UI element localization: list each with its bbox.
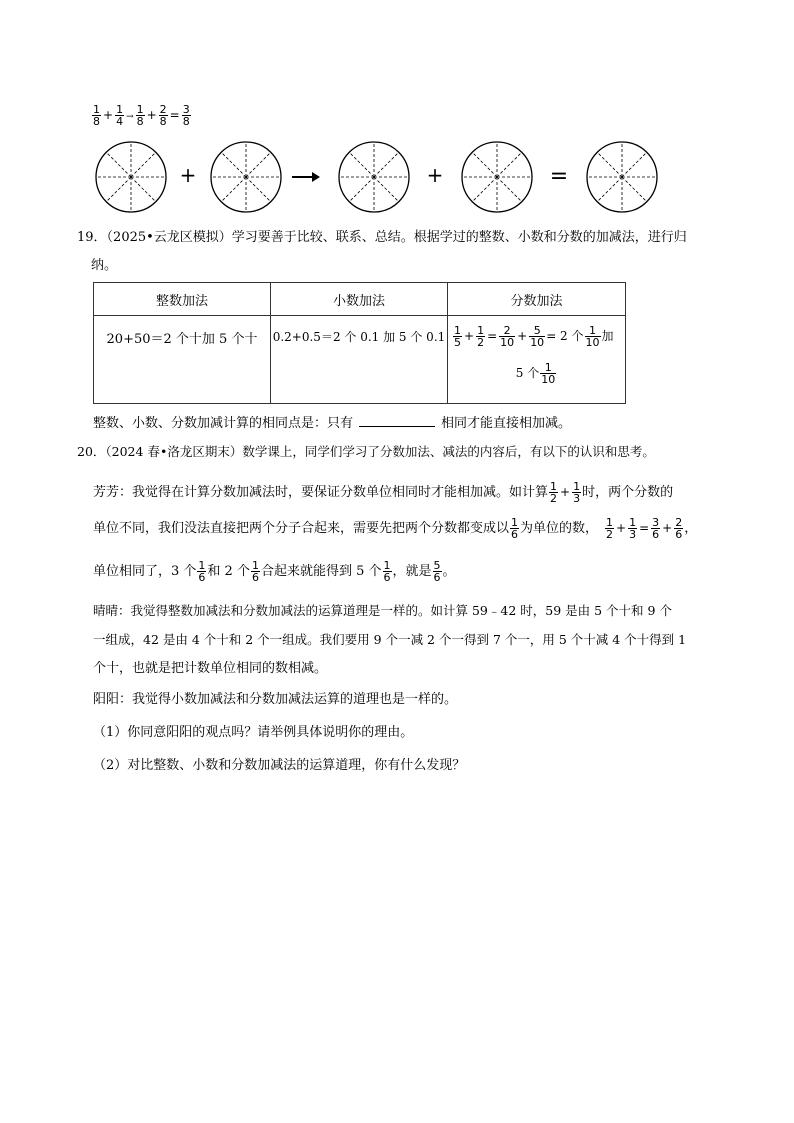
table-cell-fraction: $\frac{1}{5}$ + $\frac{1}{2}$ = $\frac{2}{10}$ + $\frac{5}{10}$ = 2 个 $\frac{1}{10}$ 加 5 个 $\frac{1}{10}$ [448, 316, 626, 404]
table-header: 整数加法 [94, 283, 271, 316]
q20-qingqing-line1: 晴晴：我觉得整数加减法和分数加减法的运算道理是一样的。如计算 59﹣42 时，59 是由 5 个十和 9 个 [93, 603, 672, 618]
q20-subquestion-1: （1）你同意阳阳的观点吗？请举例具体说明你的理由。 [93, 725, 414, 740]
q19-summary: 整数、小数、分数加减计算的相同点是：只有 相同才能直接相加减。 [93, 412, 571, 434]
fraction-circle [211, 142, 281, 212]
plus-sign: + [179, 163, 197, 187]
q20-qingqing-line2: 一组成，42 是由 4 个十和 2 个一组成。我们要用 9 个一减 2 个一得到 7 个一，用 5 个十减 4 个十得到 1 [93, 632, 687, 647]
q20-subquestion-2: （2）对比整数、小数和分数加减法的运算道理，你有什么发现？ [93, 758, 466, 773]
q20-qingqing-line3: 个十，也就是把计数单位相同的数相减。 [93, 661, 328, 676]
fraction-circles-diagram [0, 130, 794, 220]
fraction: $\frac{3}{8}$ [182, 103, 190, 128]
right-arrow-icon [292, 172, 320, 182]
q19-stem-line1: 19．（2025•云龙区模拟）学习要善于比较、联系、总结。根据学过的整数、小数和分数的加减法，进行归 [77, 230, 687, 245]
q20-fangfang-line3: 单位相同了，3 个 $\frac{1}{6}$ 和 2 个 $\frac{1}{6}$ 合起来就能得到 5 个 $\frac{1}{6}$ ，就是 $\frac{5}{6}$ 。 [93, 559, 456, 584]
fraction-circle [96, 142, 166, 212]
fraction: $\frac{2}{8}$ [159, 103, 167, 128]
equals-sign: = [549, 164, 569, 189]
fraction: $\frac{1}{4}$ [116, 103, 124, 128]
q20-yangyang: 阳阳：我觉得小数加减法和分数加减法运算的道理也是一样的。 [93, 692, 458, 707]
q20-fangfang-line1: 芳芳：我觉得在计算分数加减法时，要保证分数单位相同时才能相加减。如计算 $\frac{1}{2}$ + $\frac{1}{3}$ 时，两个分数的 [93, 480, 674, 505]
fraction-circle [462, 142, 532, 212]
fraction: $\frac{1}{8}$ [136, 103, 144, 128]
table-header: 分数加法 [448, 283, 626, 316]
fraction-circle [587, 142, 657, 212]
q20-title: 20．（2024 春•洛龙区期末）数学课上，同学们学习了分数加法、减法的内容后，有以下的认识和思考。 [77, 444, 655, 459]
top-equation: $\frac{1}{8}$ + $\frac{1}{4}$ → $\frac{1}{8}$ + $\frac{2}{8}$ = $\frac{3}{8}$ [93, 103, 190, 128]
answer-blank[interactable] [359, 412, 435, 427]
table-header: 小数加法 [271, 283, 448, 316]
q20-fangfang-line2: 单位不同，我们没法直接把两个分子合起来，需要先把两个分数都变成以 $\frac{1}{6}$ 为单位的数， $\frac{1}{2}$ + $\frac{1}{3}$ = $\frac{3}{6}$ + $\frac{2}{6}$ ， [93, 516, 698, 541]
fraction-circle [339, 142, 409, 212]
addition-comparison-table [93, 282, 626, 404]
q19-stem-line2: 纳。 [91, 258, 118, 273]
table-cell-decimal: 0.2+0.5＝2 个 0.1 加 5 个 0.1 [271, 316, 448, 404]
table-cell-integer: 20+50＝2 个十加 5 个十 [94, 316, 271, 404]
fraction: $\frac{1}{8}$ [93, 103, 100, 128]
plus-sign: + [426, 163, 444, 187]
